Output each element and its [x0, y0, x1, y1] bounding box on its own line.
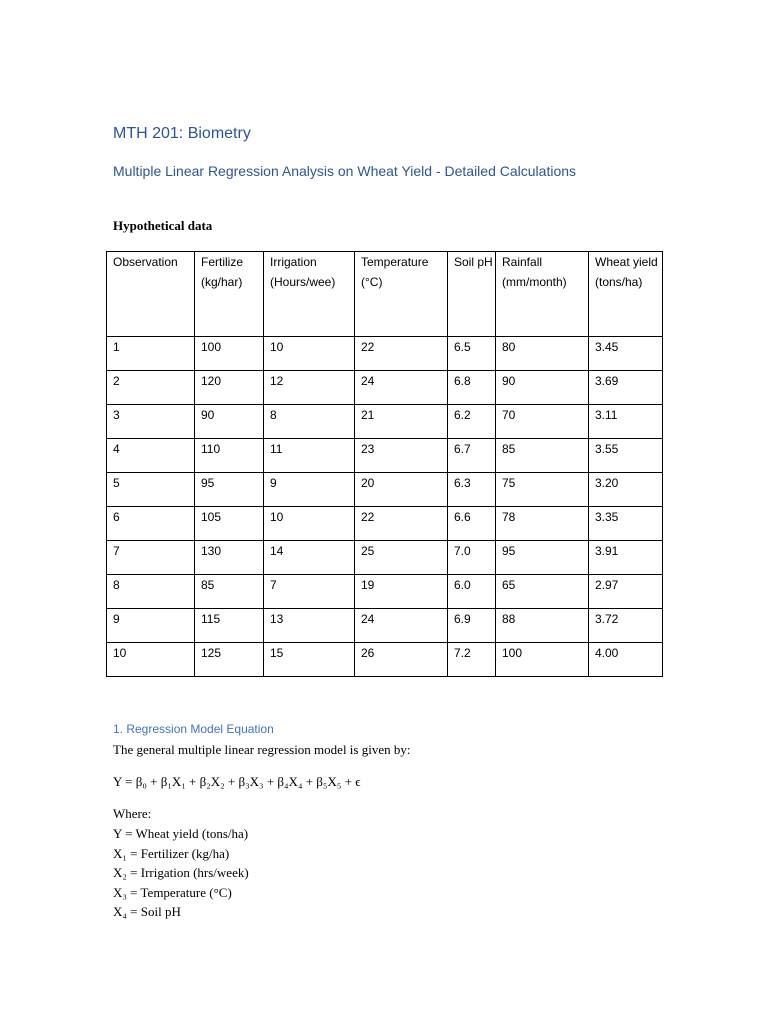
cell-observation: 8	[107, 575, 195, 609]
cell-soil-ph: 6.6	[448, 507, 496, 541]
cell-observation: 7	[107, 541, 195, 575]
cell-observation: 3	[107, 405, 195, 439]
regression-equation: Y = β₀ + β₁X₁ + β₂X₂ + β₃X₃ + β₄X₄ + β₅X₅ + ϵ	[113, 774, 361, 789]
cell-temperature: 24	[355, 609, 448, 643]
cell-soil-ph: 7.0	[448, 541, 496, 575]
header-observation: Observation	[107, 252, 195, 337]
cell-wheat-yield: 3.45	[589, 337, 663, 371]
cell-rainfall: 90	[496, 371, 589, 405]
variable-definition: X₃ = Temperature (°C)	[113, 884, 232, 900]
table-row	[107, 541, 663, 575]
cell-soil-ph: 7.2	[448, 643, 496, 677]
cell-wheat-yield: 3.11	[589, 405, 663, 439]
table-header-row	[107, 252, 663, 337]
document-title: MTH 201: Biometry	[113, 125, 251, 142]
cell-wheat-yield: 4.00	[589, 643, 663, 677]
variable-definitions	[113, 824, 249, 922]
cell-soil-ph: 6.0	[448, 575, 496, 609]
cell-temperature: 22	[355, 507, 448, 541]
cell-fertilizer: 100	[195, 337, 264, 371]
variable-definition: X₄ = Soil pH	[113, 904, 181, 919]
table-row	[107, 575, 663, 609]
header-temperature: Temperature (°C)	[355, 252, 448, 337]
table-row	[107, 337, 663, 371]
header-irrigation: Irrigation (Hours/wee)	[264, 252, 355, 337]
cell-rainfall: 80	[496, 337, 589, 371]
variable-definition: X₁ = Fertilizer (kg/ha)	[113, 845, 230, 861]
cell-temperature: 21	[355, 405, 448, 439]
cell-irrigation: 10	[264, 507, 355, 541]
cell-fertilizer: 120	[195, 371, 264, 405]
cell-temperature: 20	[355, 473, 448, 507]
cell-temperature: 26	[355, 643, 448, 677]
table-row	[107, 439, 663, 473]
cell-soil-ph: 6.8	[448, 371, 496, 405]
variable-definition: X₂ = Irrigation (hrs/week)	[113, 865, 249, 880]
cell-irrigation: 11	[264, 439, 355, 473]
cell-wheat-yield: 3.69	[589, 371, 663, 405]
where-label: Where:	[113, 806, 152, 821]
header-fertilizer: Fertilize (kg/har)	[195, 252, 264, 337]
cell-temperature: 22	[355, 337, 448, 371]
model-intro-text: The general multiple linear regression model is given by:	[113, 742, 411, 757]
cell-irrigation: 9	[264, 473, 355, 507]
cell-rainfall: 70	[496, 405, 589, 439]
cell-irrigation: 8	[264, 405, 355, 439]
variable-definition: Y = Wheat yield (tons/ha)	[113, 826, 249, 841]
table-body	[107, 337, 663, 677]
cell-irrigation: 14	[264, 541, 355, 575]
cell-observation: 5	[107, 473, 195, 507]
cell-temperature: 24	[355, 371, 448, 405]
document-subtitle: Multiple Linear Regression Analysis on Wheat Yield - Detailed Calculations	[113, 163, 577, 179]
header-wheat-yield: Wheat yield (tons/ha)	[589, 252, 663, 337]
cell-rainfall: 88	[496, 609, 589, 643]
cell-observation: 2	[107, 371, 195, 405]
cell-fertilizer: 95	[195, 473, 264, 507]
cell-irrigation: 12	[264, 371, 355, 405]
cell-fertilizer: 115	[195, 609, 264, 643]
cell-wheat-yield: 3.20	[589, 473, 663, 507]
cell-observation: 4	[107, 439, 195, 473]
cell-rainfall: 100	[496, 643, 589, 677]
table-row	[107, 473, 663, 507]
table-row	[107, 643, 663, 677]
cell-observation: 9	[107, 609, 195, 643]
cell-irrigation: 7	[264, 575, 355, 609]
table-row	[107, 609, 663, 643]
cell-irrigation: 15	[264, 643, 355, 677]
table-row	[107, 371, 663, 405]
cell-temperature: 25	[355, 541, 448, 575]
header-soil-ph: Soil pH	[448, 252, 496, 337]
cell-temperature: 19	[355, 575, 448, 609]
cell-rainfall: 65	[496, 575, 589, 609]
cell-soil-ph: 6.5	[448, 337, 496, 371]
cell-rainfall: 75	[496, 473, 589, 507]
cell-wheat-yield: 3.91	[589, 541, 663, 575]
cell-wheat-yield: 3.35	[589, 507, 663, 541]
cell-observation: 6	[107, 507, 195, 541]
table-caption: Hypothetical data	[113, 218, 213, 233]
cell-irrigation: 10	[264, 337, 355, 371]
cell-rainfall: 85	[496, 439, 589, 473]
cell-observation: 10	[107, 643, 195, 677]
cell-rainfall: 78	[496, 507, 589, 541]
cell-rainfall: 95	[496, 541, 589, 575]
table-row	[107, 507, 663, 541]
cell-wheat-yield: 2.97	[589, 575, 663, 609]
cell-soil-ph: 6.3	[448, 473, 496, 507]
header-rainfall: Rainfall (mm/month)	[496, 252, 589, 337]
cell-irrigation: 13	[264, 609, 355, 643]
cell-wheat-yield: 3.55	[589, 439, 663, 473]
cell-fertilizer: 90	[195, 405, 264, 439]
cell-fertilizer: 125	[195, 643, 264, 677]
cell-fertilizer: 130	[195, 541, 264, 575]
cell-fertilizer: 110	[195, 439, 264, 473]
cell-soil-ph: 6.2	[448, 405, 496, 439]
section-heading: 1. Regression Model Equation	[113, 722, 274, 736]
cell-soil-ph: 6.7	[448, 439, 496, 473]
cell-temperature: 23	[355, 439, 448, 473]
table-row	[107, 405, 663, 439]
cell-fertilizer: 85	[195, 575, 264, 609]
cell-observation: 1	[107, 337, 195, 371]
data-table	[106, 251, 663, 677]
cell-fertilizer: 105	[195, 507, 264, 541]
cell-wheat-yield: 3.72	[589, 609, 663, 643]
cell-soil-ph: 6.9	[448, 609, 496, 643]
